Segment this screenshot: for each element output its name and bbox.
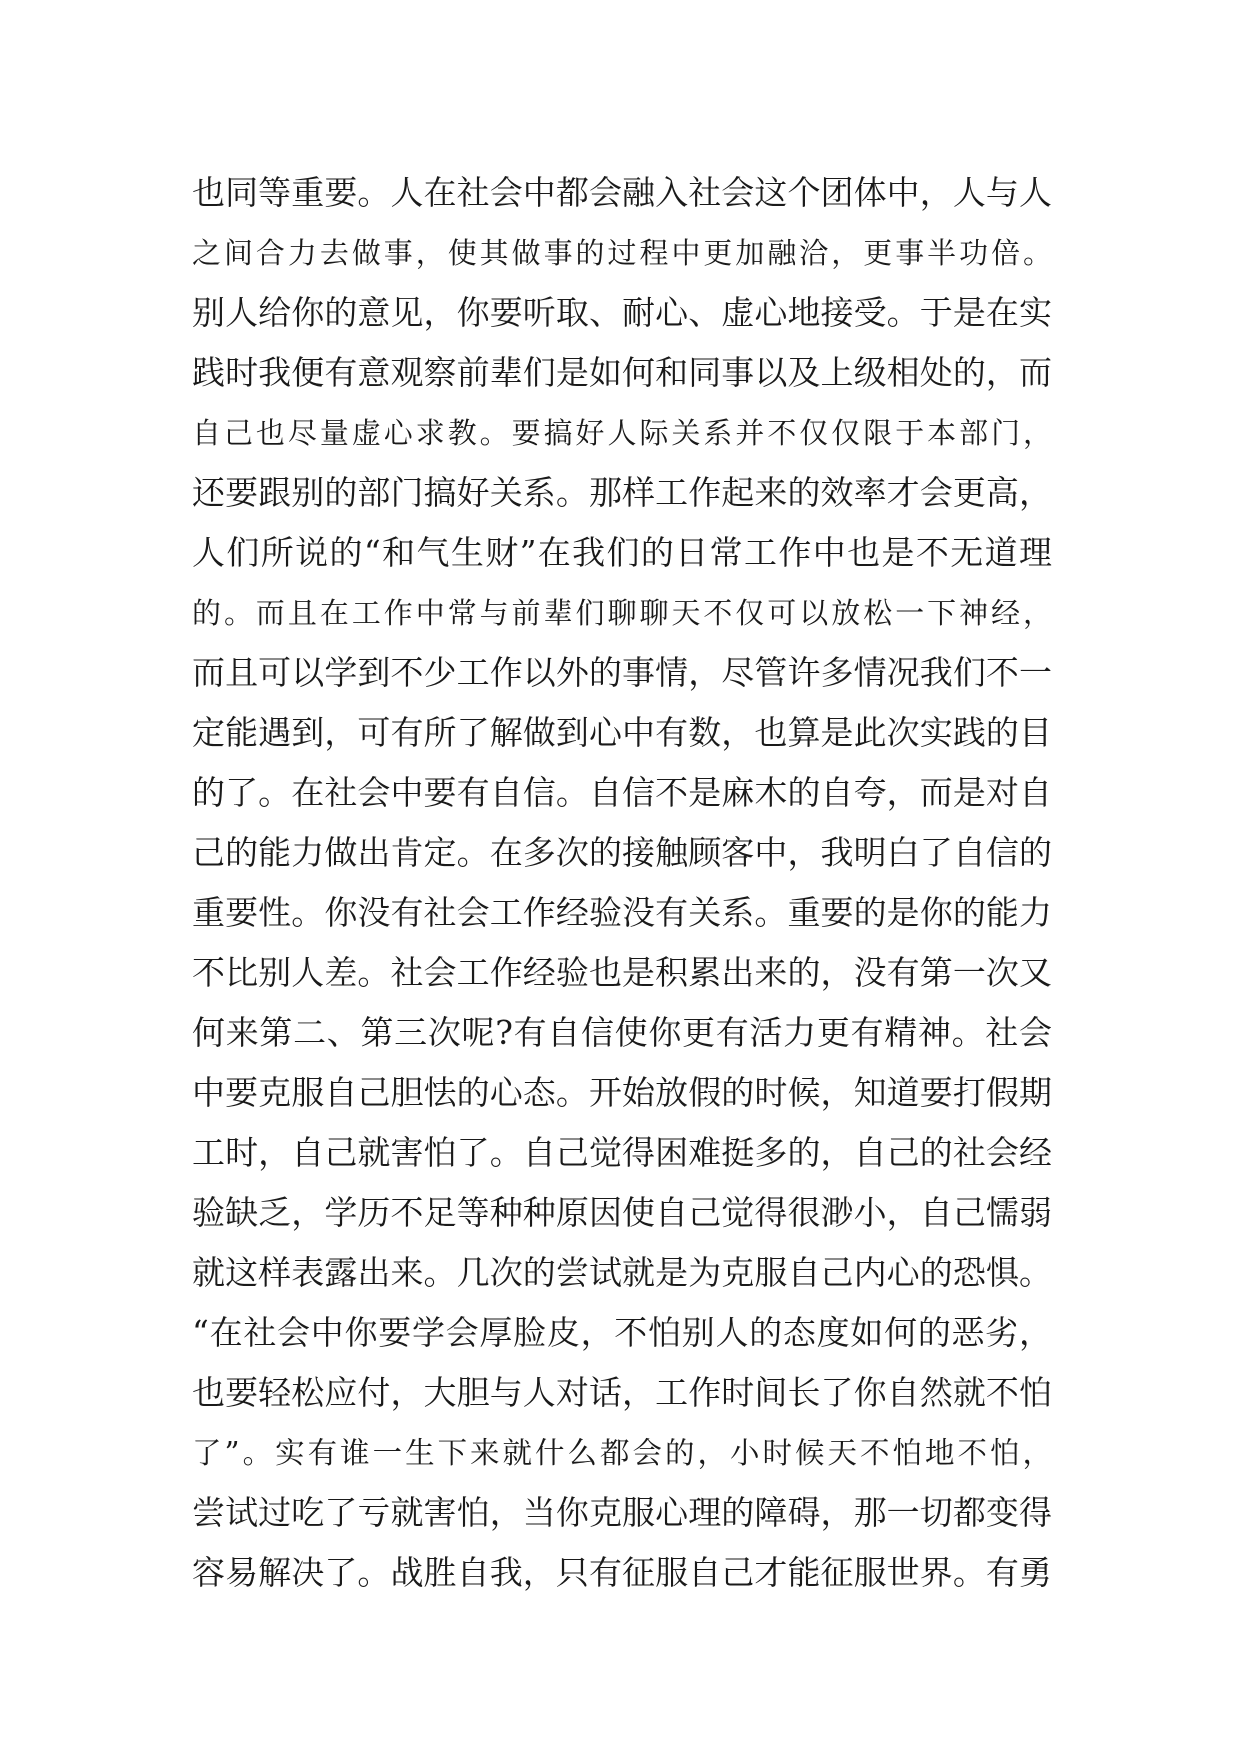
text-line: 了”。实有谁一生下来就什么都会的，小时候天不怕地不怕， <box>192 1436 1052 1470</box>
text-line: 不比别人差。社会工作经验也是积累出来的，没有第一次又 <box>192 953 1052 992</box>
text-line: 定能遇到，可有所了解做到心中有数，也算是此次实践的目 <box>192 713 1052 752</box>
text-line: 人们所说的“和气生财”在我们的日常工作中也是不无道理 <box>192 533 1052 572</box>
text-line: 还要跟别的部门搞好关系。那样工作起来的效率才会更高， <box>192 473 1052 512</box>
text-line: 的了。在社会中要有自信。自信不是麻木的自夸，而是对自 <box>192 773 1052 812</box>
text-line: 的。而且在工作中常与前辈们聊聊天不仅可以放松一下神经， <box>192 596 1052 630</box>
body-text <box>192 163 1052 1603</box>
text-line: 重要性。你没有社会工作经验没有关系。重要的是你的能力 <box>192 893 1052 932</box>
text-line: 验缺乏，学历不足等种种原因使自己觉得很渺小，自己懦弱 <box>192 1193 1052 1232</box>
text-line: 而且可以学到不少工作以外的事情，尽管许多情况我们不一 <box>192 653 1052 692</box>
text-line: 也要轻松应付，大胆与人对话，工作时间长了你自然就不怕 <box>192 1373 1052 1412</box>
text-line: 就这样表露出来。几次的尝试就是为克服自己内心的恐惧。 <box>192 1253 1052 1292</box>
text-line: “在社会中你要学会厚脸皮，不怕别人的态度如何的恶劣， <box>192 1313 1052 1352</box>
text-line: 何来第二、第三次呢?有自信使你更有活力更有精神。社会 <box>192 1013 1052 1052</box>
text-line: 自己也尽量虚心求教。要搞好人际关系并不仅仅限于本部门， <box>192 416 1052 450</box>
text-line: 之间合力去做事，使其做事的过程中更加融洽，更事半功倍。 <box>192 236 1052 270</box>
text-line: 尝试过吃了亏就害怕，当你克服心理的障碍，那一切都变得 <box>192 1493 1052 1532</box>
text-line: 容易解决了。战胜自我，只有征服自己才能征服世界。有勇 <box>192 1553 1052 1592</box>
text-line: 别人给你的意见，你要听取、耐心、虚心地接受。于是在实 <box>192 293 1052 332</box>
text-line: 也同等重要。人在社会中都会融入社会这个团体中，人与人 <box>192 173 1052 212</box>
text-line: 中要克服自己胆怯的心态。开始放假的时候，知道要打假期 <box>192 1073 1052 1112</box>
text-line: 己的能力做出肯定。在多次的接触顾客中，我明白了自信的 <box>192 833 1052 872</box>
text-line: 工时，自己就害怕了。自己觉得困难挺多的，自己的社会经 <box>192 1133 1052 1172</box>
text-line: 践时我便有意观察前辈们是如何和同事以及上级相处的，而 <box>192 353 1052 392</box>
